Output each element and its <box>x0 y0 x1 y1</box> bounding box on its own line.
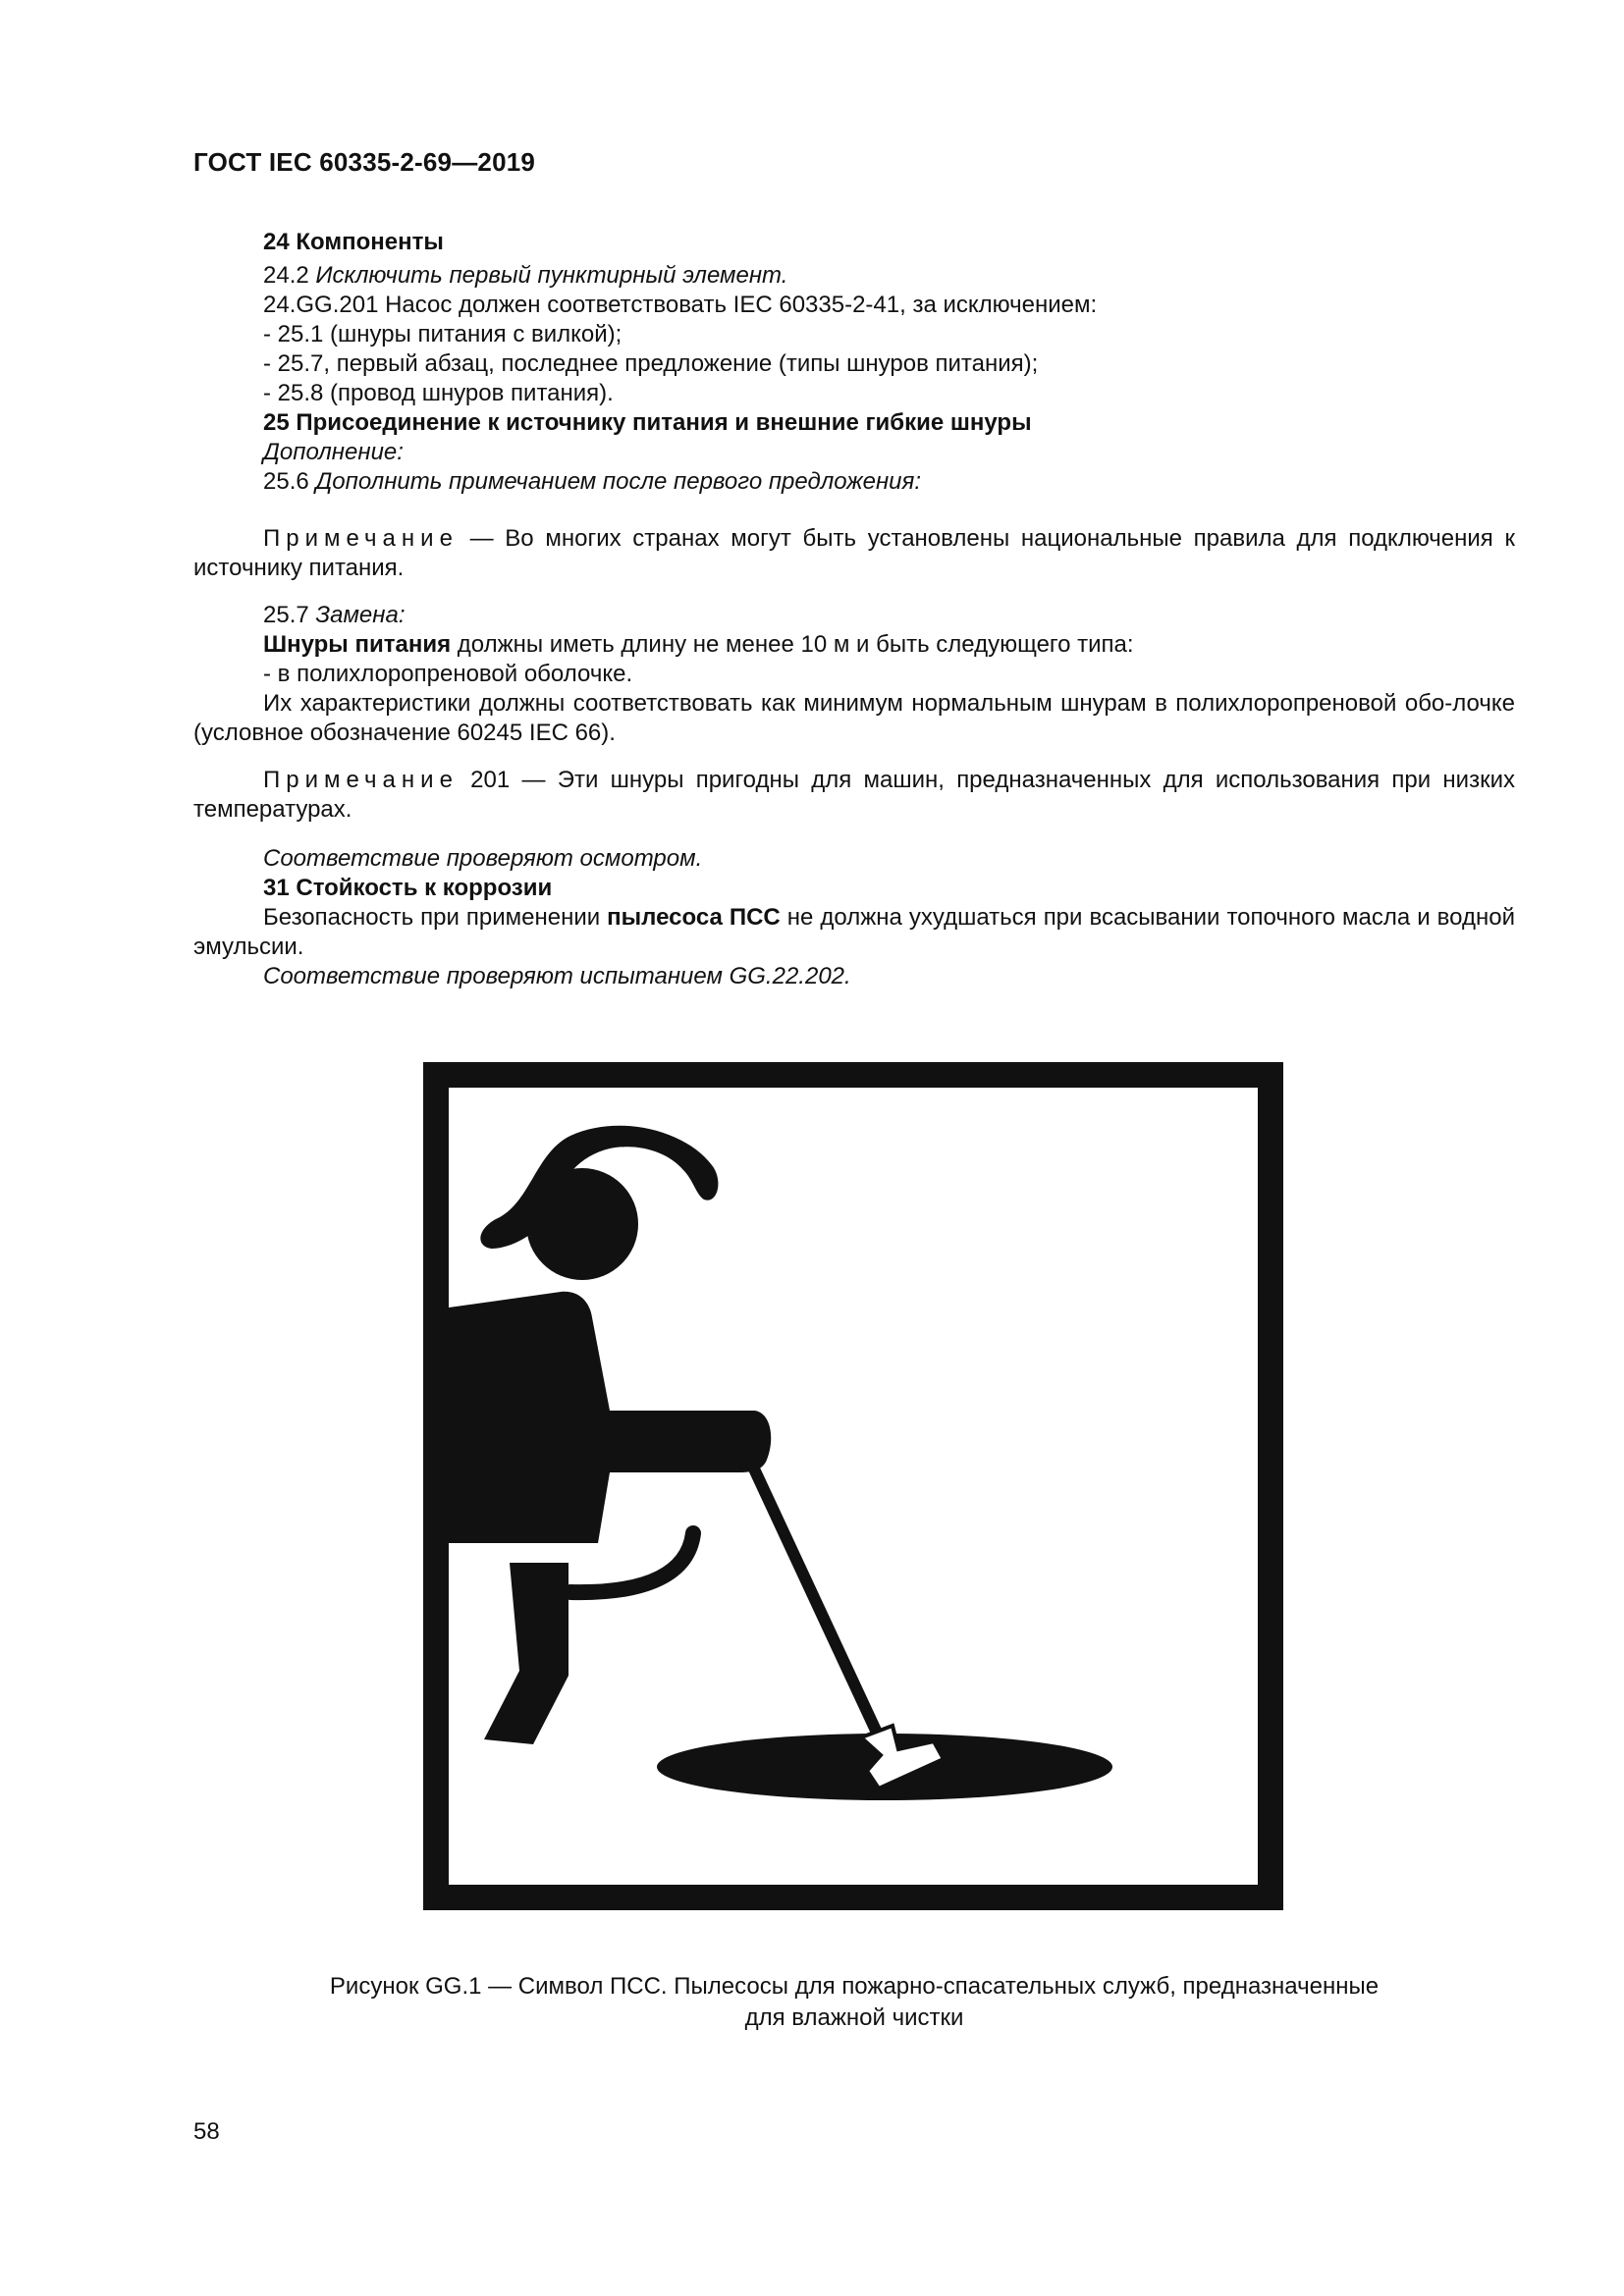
clause-25-7-text: Замена: <box>315 602 406 628</box>
list-item: - 25.8 (провод шнуров питания). <box>263 380 614 406</box>
clause-24-2-text: Исключить первый пунктирный элемент. <box>315 262 788 289</box>
note-201-paragraph <box>193 766 1515 825</box>
body-text-block-3 <box>193 844 1515 991</box>
body-text-block-2 <box>193 601 1515 748</box>
list-item: - в полихлоропреновой оболочке. <box>263 661 633 687</box>
note-201-text: 201 — Эти шнуры пригодны для машин, предназначенных для использования при низких температурах. <box>193 767 1515 823</box>
clause-24-2-number: 24.2 <box>263 262 309 289</box>
body-text-block-1 <box>193 228 1515 497</box>
clause-24-2 <box>193 261 1515 291</box>
clause-25-6-text: Дополнить примечанием после первого предложения: <box>315 468 922 495</box>
note-1-text: — Во многих странах могут быть установлены национальные правила для подключения к источнику питания. <box>193 525 1515 581</box>
note-1 <box>193 524 1515 583</box>
compliance-inspection: Соответствие проверяют осмотром. <box>263 845 703 872</box>
vacuum-tube <box>752 1465 877 1733</box>
figure-gg1-symbol <box>423 1062 1283 1910</box>
leg-shape <box>484 1563 568 1744</box>
list-item: - 25.1 (шнуры питания с вилкой); <box>263 321 623 347</box>
torso-shape <box>449 1292 771 1543</box>
section-31-text-end: не должна ухудшаться при всасывании топочного масла и водной эмульсии. <box>193 904 1515 960</box>
section-31-term: пылесоса ПСС <box>607 904 781 931</box>
document-header: ГОСТ IEC 60335-2-69—2019 <box>193 147 536 177</box>
power-cords-term: Шнуры питания <box>263 631 452 658</box>
clause-25-7-number: 25.7 <box>263 602 309 628</box>
cords-characteristics: Их характеристики должны соответствовать как минимум нормальным шнурам в полихлоропреновой обо-лочке (условное обозначение 60245 IEC 66). <box>193 690 1515 746</box>
section-31-paragraph <box>193 903 1515 962</box>
clause-24-gg-201: 24.GG.201 Насос должен соответствовать IEC 60335-2-41, за исключением: <box>263 292 1098 318</box>
note-201 <box>193 766 1515 825</box>
note-1-paragraph <box>193 524 1515 583</box>
page-number: 58 <box>193 2118 220 2145</box>
figure-caption-line-2: для влажной чистки <box>744 2004 964 2031</box>
figure-caption <box>193 1971 1515 2034</box>
clause-25-7 <box>193 601 1515 630</box>
section-25-title: 25 Присоединение к источнику питания и внешние гибкие шнуры <box>263 409 1032 436</box>
head-circle <box>526 1168 638 1280</box>
addition-label: Дополнение: <box>263 439 404 465</box>
compliance-test: Соответствие проверяют испытанием GG.22.202. <box>263 963 851 989</box>
clause-25-6 <box>193 467 1515 497</box>
section-31-title: 31 Стойкость к коррозии <box>263 875 553 901</box>
clause-25-6-number: 25.6 <box>263 468 309 495</box>
section-24-title: 24 Компоненты <box>263 229 444 255</box>
power-cords-text: должны иметь длину не менее 10 м и быть следующего типа: <box>451 631 1134 658</box>
section-31-text-start: Безопасность при применении <box>263 904 608 931</box>
fire-rescue-vacuum-symbol <box>423 1062 1283 1910</box>
list-item: - 25.7, первый абзац, последнее предложение (типы шнуров питания); <box>263 350 1039 377</box>
note-201-label: Примечание <box>263 767 459 793</box>
power-cords-paragraph <box>193 630 1515 660</box>
figure-caption-line-1: Рисунок GG.1 — Символ ПСС. Пылесосы для пожарно-спасательных служб, предназначенные <box>329 1973 1380 2000</box>
note-1-label: Примечание <box>263 525 459 552</box>
